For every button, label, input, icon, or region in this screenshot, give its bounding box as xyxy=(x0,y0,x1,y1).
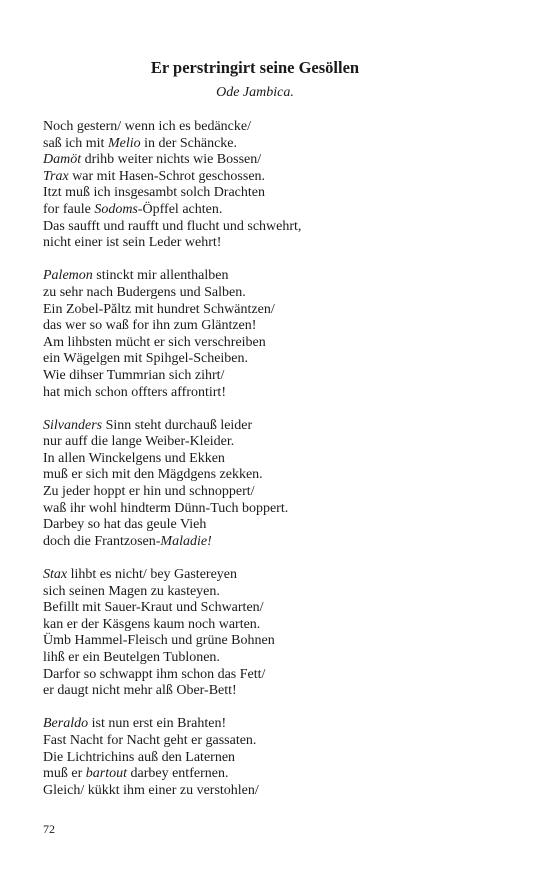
stanza xyxy=(43,716,513,799)
stanza xyxy=(43,268,513,401)
verse-line: Wie dihser Tummrian sich zihrt/ xyxy=(43,367,225,383)
italic-name: Stax xyxy=(43,567,68,583)
verse-line: Itzt muß ich insgesambt solch Drachten xyxy=(43,185,265,201)
verse-line: ein Wägelgen mit Spihgel-Scheiben. xyxy=(43,351,249,367)
verse-line: kan er der Käsgens kaum noch warten. xyxy=(43,616,261,632)
verse-line: Fast Nacht for Nacht geht er gassaten. xyxy=(43,732,257,748)
verse-line: Ein Zobel-Păltz mit hundret Schwäntzen/ xyxy=(43,301,275,317)
italic-name: Maladie! xyxy=(160,533,212,549)
italic-name: Trax xyxy=(43,168,69,184)
verse-line: nicht einer ist sein Leder wehrt! xyxy=(43,235,222,251)
verse-line: Gleich/ kükkt ihm einer zu verstohlen/ xyxy=(43,782,259,798)
verse-line: Das saufft und raufft und flucht und schwehrt, xyxy=(43,218,302,234)
italic-name: Sodoms xyxy=(94,201,138,217)
verse-line: doch die Frantzosen-Maladie! xyxy=(43,533,212,549)
poem-title: Er perstringirt seine Gesöllen xyxy=(150,58,360,77)
italic-name: Palemon xyxy=(43,268,93,284)
italic-name: Silvanders xyxy=(43,417,103,433)
verse-line: er daugt nicht mehr alß Ober-Bett! xyxy=(43,683,237,699)
verse-line: Noch gestern/ wenn ich es bedäncke/ xyxy=(43,119,251,134)
stanza xyxy=(43,567,513,700)
verse-line: Darbey so hat das geule Vieh xyxy=(43,517,207,533)
verse-line: waß ihr wohl hindterm Dünn-Tuch boppert. xyxy=(43,500,289,516)
verse-line: Silvanders Sinn steht durchauß leider xyxy=(43,417,253,433)
page-number: 72 xyxy=(43,822,55,836)
italic-name: Damöt xyxy=(43,152,82,168)
verse-line: sich seinen Magen zu kasteyen. xyxy=(43,583,220,599)
verse-line: Am lihbsten mücht er sich verschreiben xyxy=(43,334,266,350)
verse-line: Befillt mit Sauer-Kraut und Schwarten/ xyxy=(43,600,264,616)
verse-line: das wer so waß for ihn zum Gläntzen! xyxy=(43,318,257,334)
stanza xyxy=(43,418,513,551)
verse-line: zu sehr nach Budergens und Salben. xyxy=(43,284,246,300)
verse-line: Ümb Hammel-Fleisch und grüne Bohnen xyxy=(43,633,275,649)
italic-name: Melio xyxy=(107,135,141,151)
verse-line: Beraldo ist nun erst ein Brahten! xyxy=(43,716,227,732)
verse-line: In allen Winckelgens und Ekken xyxy=(43,450,225,466)
verse-line: nur auff die lange Weiber-Kleider. xyxy=(43,434,235,450)
verse-line: Die Lichtrichins auß den Laternen xyxy=(43,749,236,765)
italic-name: bartout xyxy=(85,766,127,782)
verse-line: Trax war mit Hasen-Schrot geschossen. xyxy=(43,168,266,184)
verse-line: Damöt drihb weiter nichts wie Bossen/ xyxy=(43,152,262,168)
poem-body xyxy=(43,119,513,816)
verse-line: lihß er ein Beutelgen Tublonen. xyxy=(43,650,220,665)
italic-name: Beraldo xyxy=(43,716,89,732)
poem-subtitle: Ode Jambica. xyxy=(216,85,294,100)
verse-line: hat mich schon offters affrontirt! xyxy=(43,384,226,400)
verse-line: muß er sich mit den Mägdgens zekken. xyxy=(43,467,263,483)
verse-line: Darfor so schwappt ihm schon das Fett/ xyxy=(43,666,266,682)
verse-line: saß ich mit Melio in der Schäncke. xyxy=(43,135,238,151)
verse-line: muß er bartout darbey entfernen. xyxy=(43,766,229,782)
verse-line: for faule Sodoms-Öpffel achten. xyxy=(43,201,223,217)
verse-line: Palemon stinckt mir allenthalben xyxy=(43,268,229,284)
verse-line: Zu jeder hoppt er hin und schnoppert/ xyxy=(43,484,255,500)
stanza xyxy=(43,119,513,252)
verse-line: Stax lihbt es nicht/ bey Gastereyen xyxy=(43,567,238,583)
